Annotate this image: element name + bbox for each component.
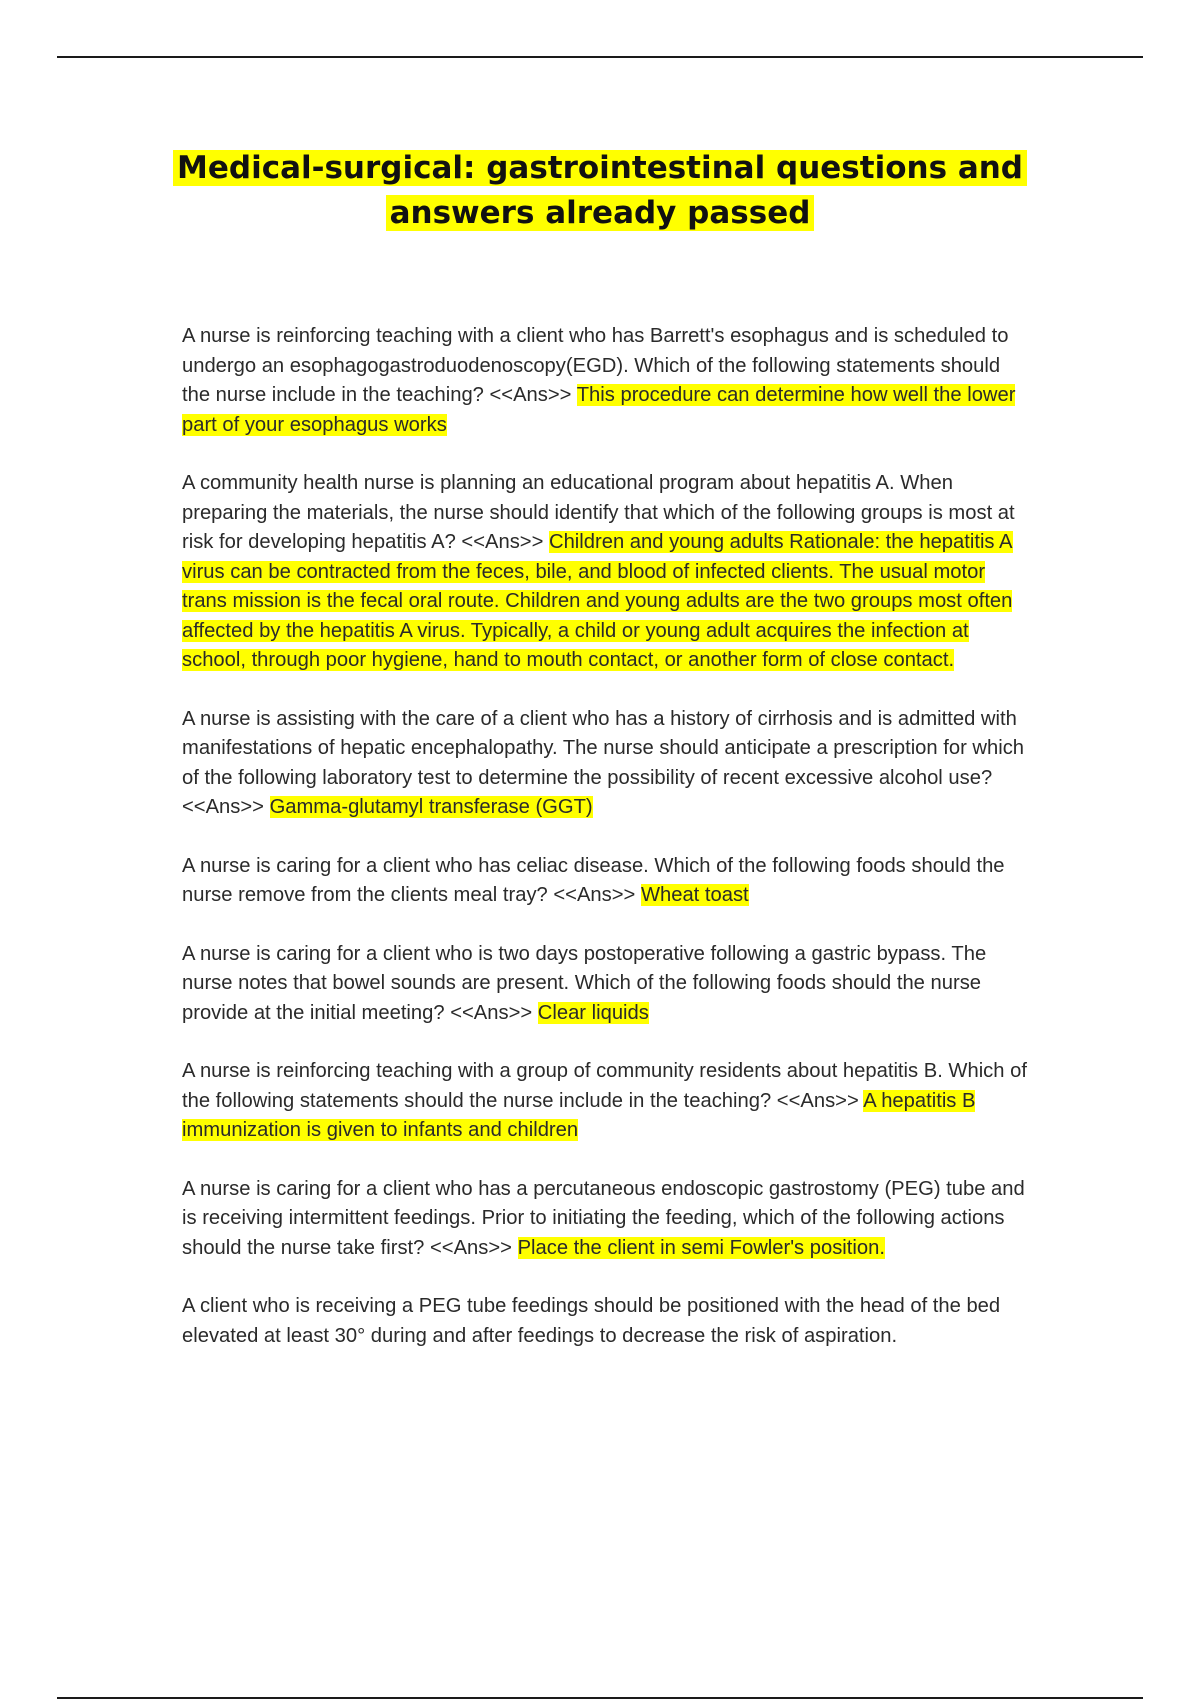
answer-marker: <<Ans>>	[776, 1089, 859, 1112]
qa-item	[182, 940, 1032, 1029]
answer-marker: <<Ans>>	[450, 1001, 533, 1024]
qa-list	[182, 322, 1032, 1380]
qa-item	[182, 705, 1032, 823]
answer-text: Place the client in semi Fowler's position.	[517, 1236, 885, 1259]
qa-item	[182, 1057, 1032, 1146]
question-text: A nurse is reinforcing teaching with a client who has Barrett's esophagus and is scheduled to undergo an esophagogastroduodenoscopy(EGD). Which of the following statements should the nurse include in the teaching?	[182, 325, 1009, 406]
qa-item	[182, 852, 1032, 911]
answer-marker: <<Ans>>	[182, 796, 264, 818]
qa-item	[182, 469, 1032, 676]
bottom-rule	[57, 1697, 1143, 1699]
answer-text: Clear liquids	[537, 1001, 649, 1024]
question-text: A nurse is caring for a client who is two days postoperative following a gastric bypass. The nurse notes that bowel sounds are present. Which of the following foods should the nurse provide at the initial meeting?	[182, 942, 987, 1024]
title-line-2: answers already passed	[386, 195, 815, 231]
qa-item	[182, 322, 1032, 440]
document-title	[150, 146, 1050, 236]
answer-text: Children and young adults Rationale: the hepatitis A virus can be contracted from the feces, bile, and blood of infected clients. The usual motor trans mission is the fecal oral route. Children and young adults are the two groups most often affected by the hepatitis A virus. Typically, a child or young adult acquires the infection at school, through poor hygiene, hand to mouth contact, or another form of close contact.	[182, 531, 1013, 671]
answer-marker: <<Ans>>	[553, 884, 636, 906]
answer-marker: <<Ans>>	[461, 531, 544, 553]
answer-marker: <<Ans>>	[430, 1236, 512, 1259]
question-text: A nurse is assisting with the care of a client who has a history of cirrhosis and is admitted with manifestations of hepatic encephalopathy. The nurse should anticipate a prescription for which of the following laboratory test to determine the possibility of recent excessive alcohol use?	[182, 707, 1025, 789]
top-rule	[57, 56, 1143, 58]
title-line-1: Medical-surgical: gastrointestinal questions and	[173, 150, 1027, 186]
answer-text: Wheat toast	[640, 884, 749, 906]
qa-item	[182, 1175, 1032, 1264]
question-text: A nurse is caring for a client who has celiac disease. Which of the following foods should the nurse remove from the clients meal tray?	[182, 854, 1005, 906]
answer-marker: <<Ans>>	[489, 384, 572, 406]
answer-text: Gamma-glutamyl transferase (GGT)	[269, 796, 593, 818]
question-text: A nurse is caring for a client who has a percutaneous endoscopic gastrostomy (PEG) tube and is receiving intermittent feedings. Prior to initiating the feeding, which of the following actions should the nurse take first?	[182, 1177, 1025, 1259]
question-text: A nurse is reinforcing teaching with a group of community residents about hepatitis B. Which of the following statements should the nurse include in the teaching?	[182, 1060, 1027, 1112]
answer-text: This procedure can determine how well the lower part of your esophagus works	[182, 384, 1016, 436]
answer-text: A hepatitis B immunization is given to infants and children	[182, 1089, 976, 1141]
note-paragraph: A client who is receiving a PEG tube feedings should be positioned with the head of the bed elevated at least 30° during and after feedings to decrease the risk of aspiration.	[182, 1295, 1001, 1347]
question-text: A community health nurse is planning an educational program about hepatitis A. When preparing the materials, the nurse should identify that which of the following groups is most at risk for developing hepatitis A?	[182, 472, 1015, 553]
